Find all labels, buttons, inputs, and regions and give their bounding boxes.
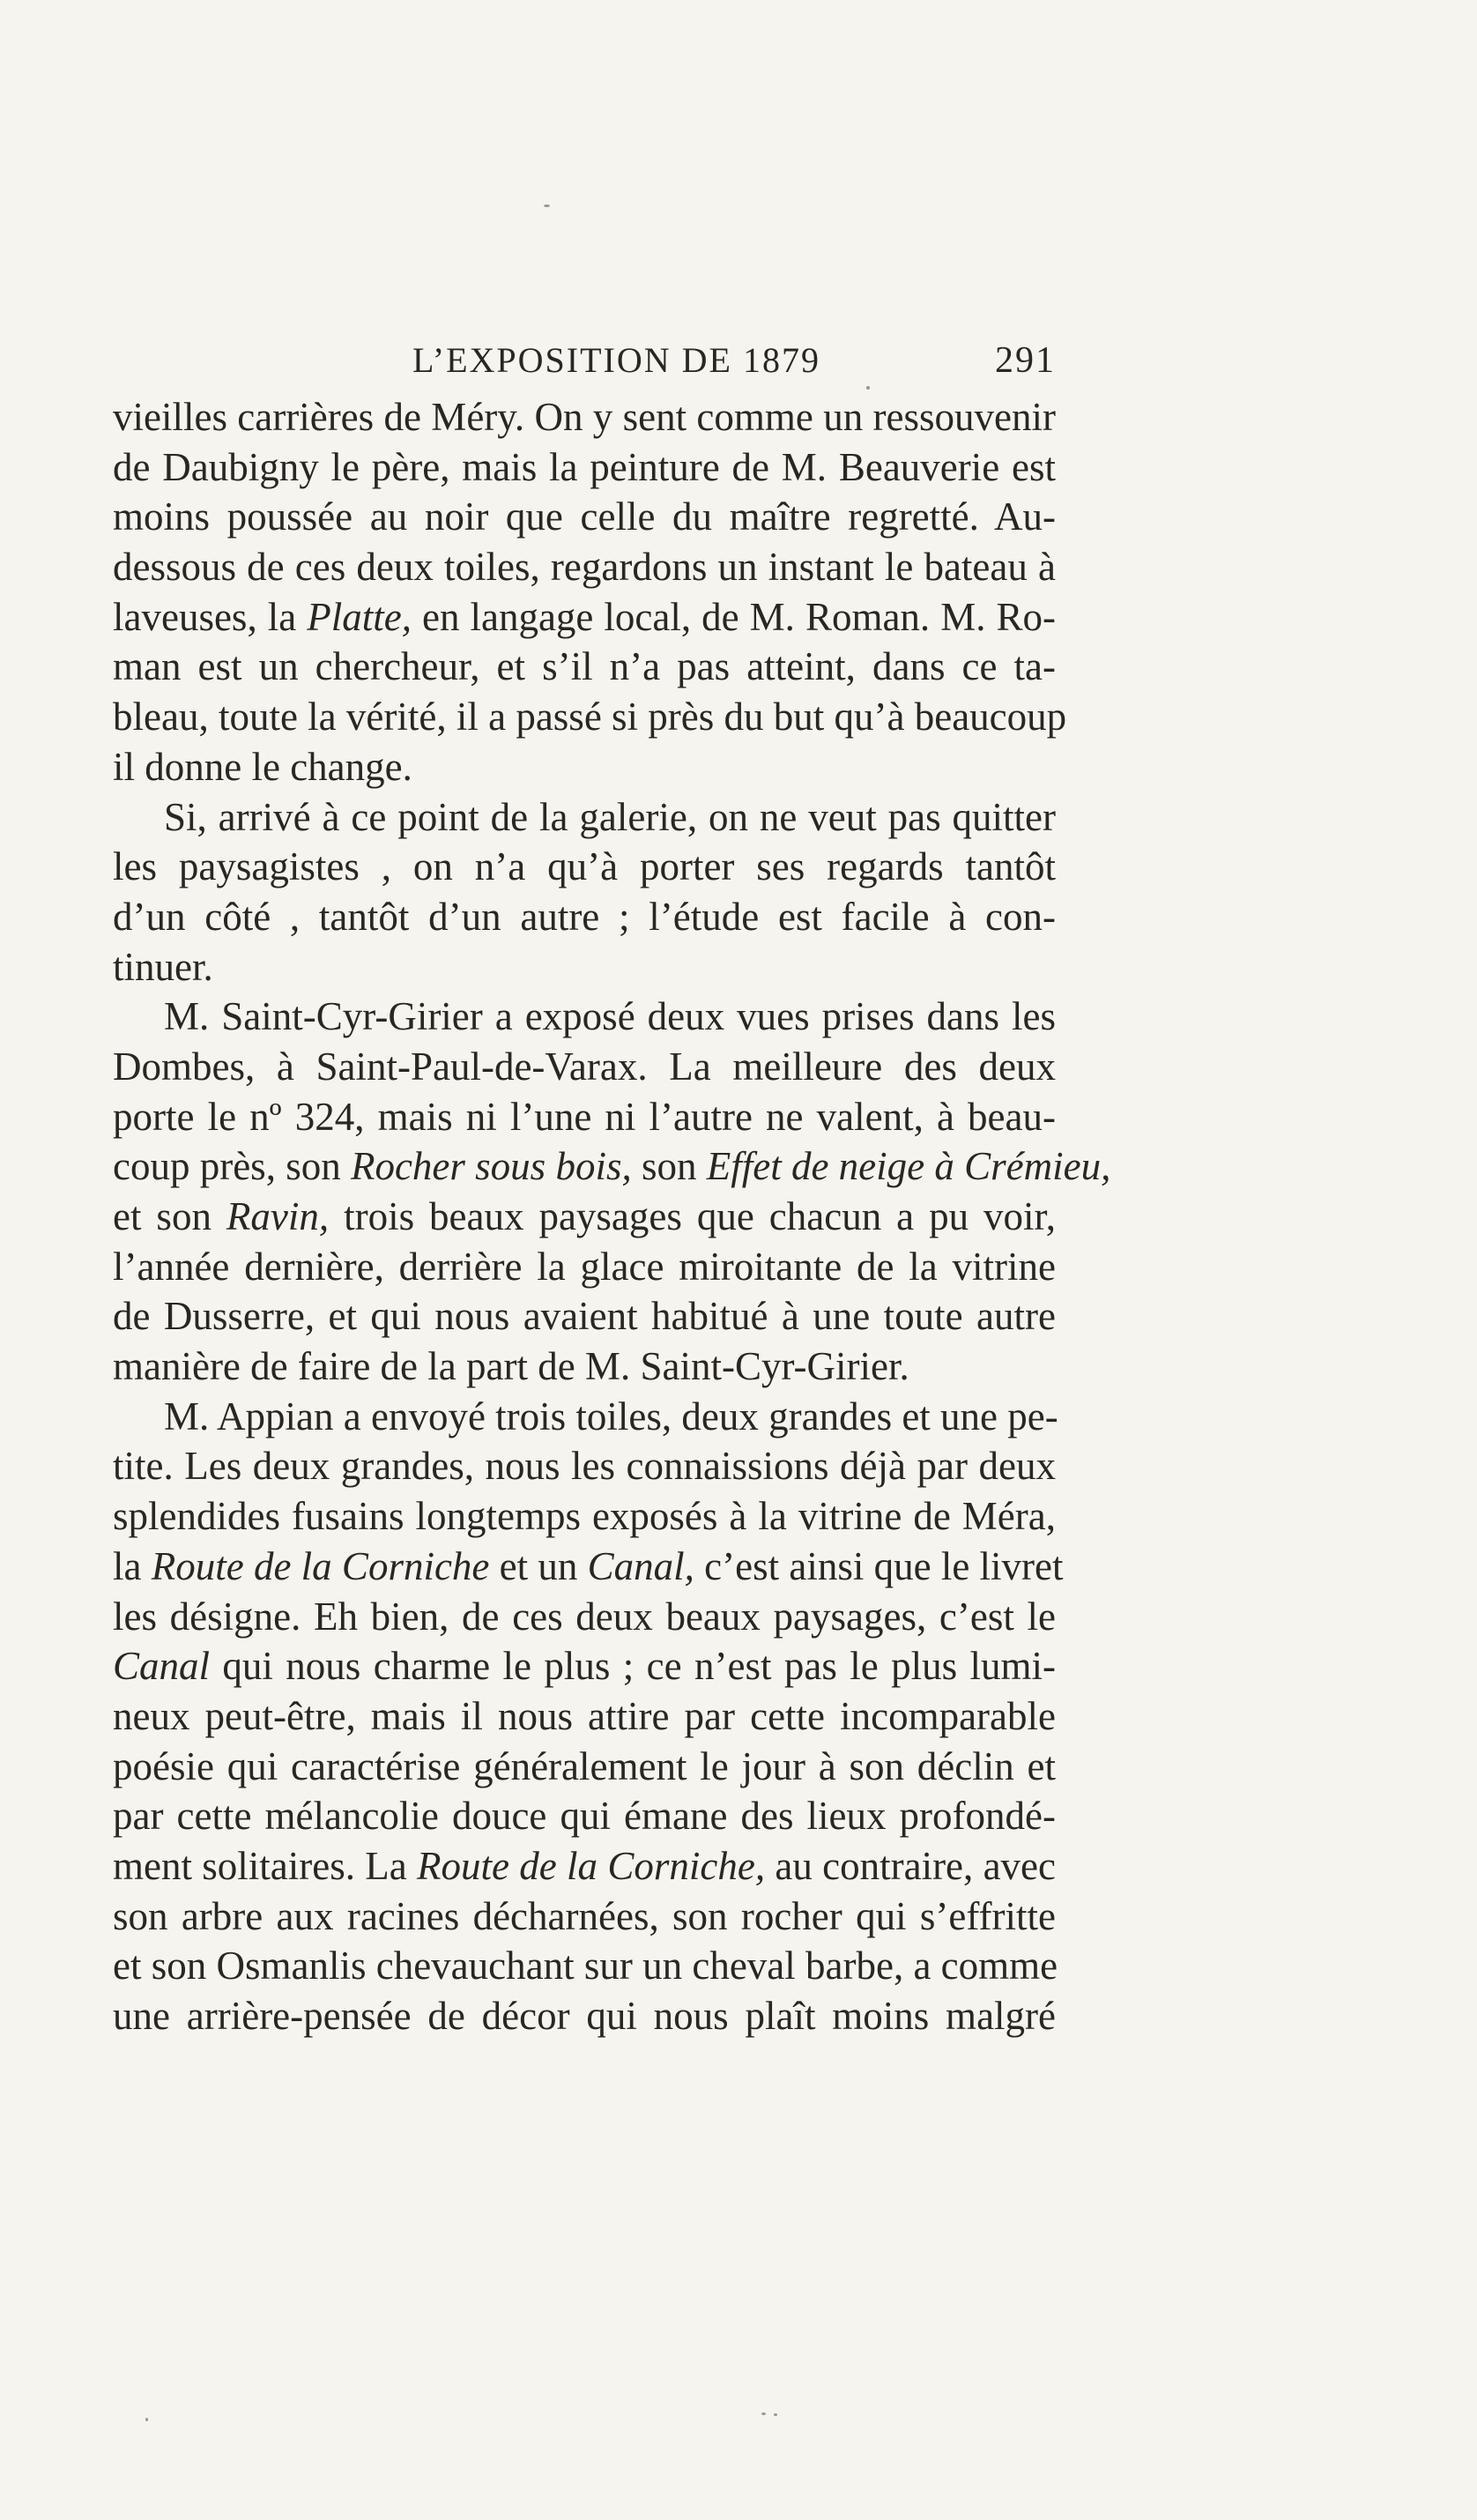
italic-title: Route de la Corniche, (417, 1843, 766, 1888)
text-segment: l’année dernière, derrière la glace miroitante de la vitrine (113, 1244, 1056, 1289)
text-segment: de Dusserre, et qui nous avaient habitué à une toute autre (113, 1294, 1056, 1339)
text-line (113, 1791, 1056, 1841)
text-line (113, 1841, 1056, 1892)
text-line (113, 1291, 1056, 1342)
text-segment: par cette mélancolie douce qui émane des lieux profondé- (113, 1794, 1056, 1839)
text-segment: et son Osmanlis chevauchant sur un cheval barbe, a comme (113, 1944, 1058, 1988)
text-segment: la (113, 1543, 152, 1588)
text-segment: neux peut-être, mais il nous attire par cette incomparable (113, 1693, 1056, 1738)
italic-title: Effet de neige à Crémieu, (706, 1144, 1111, 1189)
text-segment: poésie qui caractérise généralement le jour à son déclin et (113, 1743, 1056, 1788)
text-line (113, 1641, 1056, 1691)
text-segment: porte le nº 324, mais ni l’une ni l’autre ne valent, à beau- (113, 1094, 1056, 1139)
text-segment: de Daubigny le père, mais la peinture de M. Beauverie est (113, 444, 1056, 489)
text-line (113, 1892, 1056, 1942)
text-line (113, 892, 1056, 942)
text-line (113, 1441, 1056, 1491)
text-segment: manière de faire de la part de M. Saint-Cyr-Girier. (113, 1344, 909, 1389)
text-line (113, 1491, 1056, 1542)
text-line (113, 1941, 1056, 1991)
body-text (113, 392, 1111, 2041)
text-segment: une arrière-pensée de décor qui nous plaît moins malgré (113, 1994, 1056, 2038)
text-segment: et un (489, 1543, 588, 1588)
text-segment: Si, arrivé à ce point de la galerie, on ne veut pas quitter (164, 794, 1056, 839)
text-segment: bleau, toute la vérité, il a passé si près du but qu’à beaucoup (113, 695, 1067, 740)
text-segment: les désigne. Eh bien, de ces deux beaux paysages, c’est le (113, 1594, 1056, 1639)
text-line (113, 392, 1056, 442)
text-segment: son arbre aux racines décharnées, son rocher qui s’effritte (113, 1893, 1056, 1938)
text-line (113, 542, 1056, 592)
running-title: L’EXPOSITION DE 1879 (412, 340, 820, 380)
text-segment: man est un chercheur, et s’il n’a pas atteint, dans ce ta- (113, 644, 1056, 689)
text-line (113, 692, 1067, 742)
paper-speck (544, 204, 550, 207)
paper-speck (761, 2412, 766, 2415)
text-segment: M. Appian a envoyé trois toiles, deux grandes et une pe- (164, 1394, 1058, 1438)
text-segment: trois beaux paysages que chacun a pu voir, (329, 1194, 1056, 1238)
text-line (113, 792, 1056, 843)
text-segment: d’un côté , tantôt d’un autre ; l’étude est facile à con- (113, 894, 1056, 939)
text-line (113, 742, 1056, 792)
page-number: 291 (995, 340, 1056, 381)
text-segment: ment solitaires. La (113, 1843, 418, 1888)
text-line (113, 1242, 1056, 1292)
paper-speck (145, 2418, 148, 2421)
italic-title: Route de la Corniche (151, 1543, 490, 1588)
text-line (113, 442, 1056, 493)
italic-title: Canal (113, 1644, 211, 1689)
text-line (113, 1092, 1056, 1142)
text-line (113, 1742, 1056, 1792)
text-segment: laveuses, la (113, 594, 308, 639)
text-segment: dessous de ces deux toiles, regardons un instant le bateau à (113, 545, 1056, 590)
text-segment: qui nous charme le plus ; ce n’est pas le plus lumi- (210, 1644, 1056, 1689)
text-segment: tite. Les deux grandes, nous les connaissions déjà par deux (113, 1444, 1056, 1489)
text-segment: en langage local, de M. Roman. M. Ro- (411, 594, 1056, 639)
italic-title: Rocher sous bois, (350, 1144, 632, 1189)
text-segment: et son (113, 1194, 226, 1238)
italic-title: Platte, (307, 594, 412, 639)
text-line (113, 1991, 1056, 2041)
text-segment: c’est ainsi que le livret (694, 1543, 1064, 1588)
text-segment: au contraire, avec (765, 1843, 1056, 1888)
text-segment: tinuer. (113, 944, 213, 989)
text-line (113, 1691, 1056, 1742)
text-line (113, 1342, 1056, 1392)
text-line (113, 642, 1056, 692)
text-line (113, 592, 1056, 643)
text-line (113, 1542, 1064, 1592)
paper-speck (866, 386, 870, 390)
text-segment: Dombes, à Saint-Paul-de-Varax. La meilleure des deux (113, 1044, 1056, 1089)
text-segment: M. Saint-Cyr-Girier a exposé deux vues prises dans les (164, 994, 1056, 1039)
text-segment: moins poussée au noir que celle du maître regretté. Au- (113, 494, 1056, 539)
text-segment: les paysagistes , on n’a qu’à porter ses regards tantôt (113, 844, 1056, 889)
italic-title: Ravin, (226, 1194, 330, 1238)
text-line (113, 1141, 1111, 1192)
text-line (113, 842, 1056, 892)
text-segment: il donne le change. (113, 744, 412, 789)
text-line (113, 1042, 1056, 1092)
text-segment: splendides fusains longtemps exposés à la vitrine de Méra, (113, 1494, 1056, 1539)
paper-speck (774, 2413, 777, 2416)
text-line (113, 492, 1056, 542)
text-line (113, 1192, 1056, 1242)
text-segment: vieilles carrières de Méry. On y sent comme un ressouvenir (113, 395, 1056, 439)
text-line (113, 1592, 1056, 1642)
text-line (113, 942, 1056, 992)
running-head (113, 339, 1056, 392)
italic-title: Canal, (587, 1543, 694, 1588)
text-line (113, 992, 1056, 1042)
text-line (113, 1392, 1056, 1442)
text-segment: coup près, son (113, 1144, 351, 1189)
text-segment: son (631, 1144, 707, 1189)
